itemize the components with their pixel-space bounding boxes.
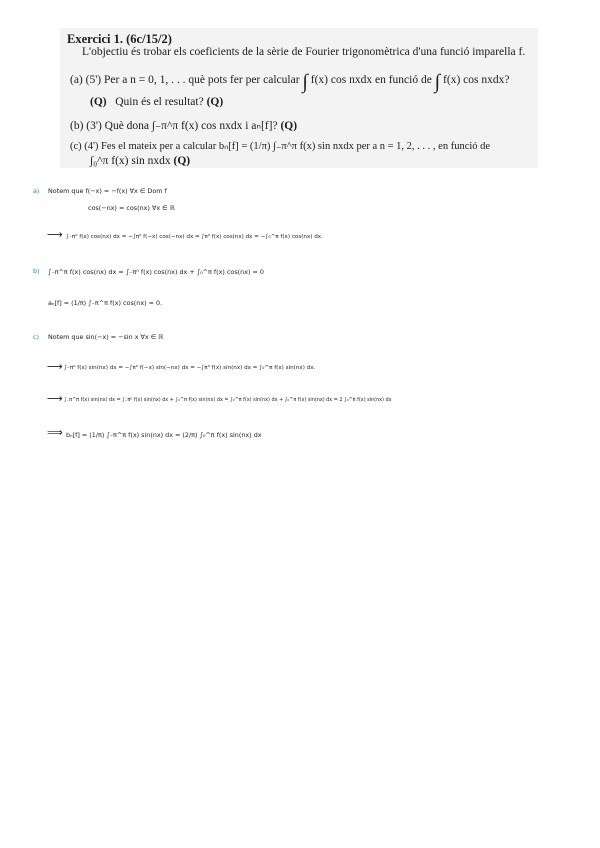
long-arrow-icon: ⟶ [47,228,63,241]
part-c-label: (c) [70,141,82,152]
part-c-q: (Q) [173,155,191,167]
part-b-label: (b) [70,120,84,132]
part-b-text: (3') Què dona ∫₋π^π f(x) cos nxdx i aₙ[f]? [86,120,278,132]
answer-a-label: a) [33,187,40,195]
part-c-line2 [90,155,190,167]
answer-a-line3: ∫₋π⁰ f(x) cos(nx) dx = −∫π⁰ f(−x) cos(−nx) dx = ∫π⁰ f(x) cos(nx) dx = −∫₀^π f(x) cos(nx) dx. [66,234,323,240]
part-b-q: (Q) [280,120,298,132]
implies-arrow-icon: ⟹ [47,426,63,439]
answer-a-line1: Notem que f(−x) = −f(x) ∀x ∈ Dom f [48,187,167,195]
answer-c-label: c) [33,333,40,341]
answer-b-line1: ∫₋π^π f(x) cos(nx) dx = ∫₋π⁰ f(x) cos(nx) dx + ∫₀^π f(x) cos(nx) = 0 [48,268,264,276]
part-a-label: (a) [70,74,83,86]
long-arrow-icon: ⟶ [47,392,63,405]
integral-sign: ∫ [434,71,441,93]
part-a-line [70,71,509,94]
part-c-line [70,140,490,152]
exercise-title: Exercici 1. (6c/15/2) [67,32,172,46]
part-a-follow: Quin és el resultat? [115,96,204,108]
answer-b-label: b) [33,267,40,275]
part-c-text: (4') Fes el mateix per a calcular bₙ[f] = (1/π) ∫₋π^π f(x) sin nxdx per a n = 1, 2, . . . , en funció de [84,141,491,152]
part-a-integral2: f(x) cos nxdx? [443,74,510,86]
answer-a-line2: cos(−nx) = cos(nx) ∀x ∈ ℝ [88,204,175,212]
answer-c-line3: ∫₋π^π f(x) sin(nx) dx = ∫₋π⁰ f(x) sin(nx) dx + ∫₀^π f(x) sin(nx) dx = ∫₀^π f(x) sin(nx) dx + ∫₀^π f(x) sin(nx) dx = 2 ∫₀^π f(x) sin(nx) dx [64,397,392,403]
part-b-line [70,118,297,132]
part-a-integral1: f(x) cos nxdx en funció de [310,74,432,86]
part-a-text: (5') Per a n = 0, 1, . . . què pots fer per calcular [85,74,300,86]
exercise-intro: L'objectiu és trobar els coeficients de la sèrie de Fourier trigonomètrica d'una funció imparella f. [82,46,526,58]
part-c-text2: ∫₀^π f(x) sin nxdx [90,155,171,167]
long-arrow-icon: ⟶ [47,360,63,373]
part-a-q2: (Q) [206,96,224,108]
answer-c-line2: ∫₋π⁰ f(x) sin(nx) dx = −∫π⁰ f(−x) sin(−nx) dx = −∫π⁰ f(x) sin(nx) dx = ∫₀^π f(x) sin(nx) dx. [64,365,316,371]
part-a-question [90,96,223,108]
integral-sign: ∫ [302,71,308,93]
part-a-q1: (Q) [90,96,107,108]
answer-c-line4: bₙ[f] = (1/π) ∫₋π^π f(x) sin(nx) dx = (2/π) ∫₀^π f(x) sin(nx) dx [66,431,262,439]
answer-c-line1: Notem que sin(−x) = −sin x ∀x ∈ ℝ [48,333,164,341]
answer-b-line2: aₙ[f] = (1/π) ∫₋π^π f(x) cos(nx) = 0. [48,299,163,307]
